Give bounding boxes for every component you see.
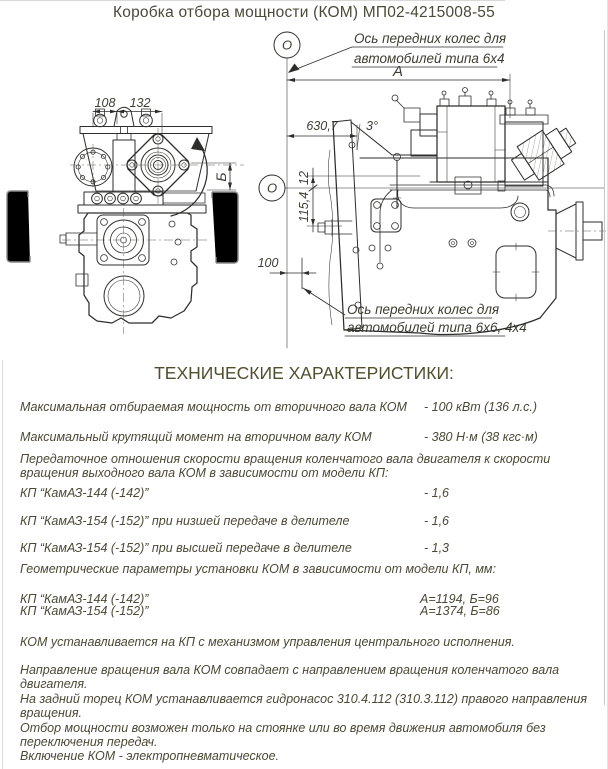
dim-115-label: 115,4 <box>297 191 311 223</box>
dim-3deg-label: 3° <box>366 119 378 133</box>
spec-value: - 1,6 <box>424 514 450 528</box>
spec-value: А=1374, Б=86 <box>420 604 500 618</box>
dim-100-label: 100 <box>257 256 279 270</box>
front-view <box>7 96 244 334</box>
axis-label-top: О <box>281 37 293 53</box>
scan-edge-top <box>0 0 505 1</box>
spec-label: КП “КамАЗ-154 (-152)” <box>20 604 149 618</box>
spec-label: Максимальный крутящий момент на вторичном валу КОМ <box>20 430 372 444</box>
spec-value: - 1,3 <box>424 541 450 555</box>
side-dim-a <box>287 63 510 118</box>
page-title: Коробка отбора мощности (КОМ) МП02-4215008-55 <box>113 4 495 21</box>
dim-630-label: 630,7 <box>306 119 338 133</box>
spec-label: Геометрические параметры установки КОМ в зависимости от модели КП, мм: <box>20 562 496 576</box>
spec-label: Передаточное отношения скорости вращения коленчатого вала двигателя к скорости вращения выходного вала КОМ в зависимости от модели КП: <box>20 452 551 480</box>
spec-note: На задний торец КОМ устанавливается гидронасос 310.4.112 (310.3.112) правого направления вращения. <box>20 692 588 720</box>
spec-label: Максимальная отбираемая мощность от вторичного вала КОМ <box>20 400 407 414</box>
spec-label: КП “КамАЗ-154 (-152)” при высшей передаче в делителе <box>20 541 352 555</box>
side-view <box>258 31 606 348</box>
dim-108-label: 108 <box>94 96 116 110</box>
spec-label: КП “КамАЗ-144 (-142)” <box>20 486 149 500</box>
leader-bottom-line2: автомобилей типа 6х6, 4х4 <box>347 320 527 335</box>
axis-label-left: О <box>266 180 278 196</box>
leader-note-bottom <box>303 288 527 336</box>
air-piping <box>377 177 554 269</box>
dim-a-label: А <box>392 63 404 80</box>
spec-label: КП “КамАЗ-154 (-152)” при низшей передаче в делителе <box>20 514 350 528</box>
scan-edge-right <box>604 30 605 705</box>
frame-rail-left-icon <box>7 191 30 262</box>
spec-value: - 1,6 <box>424 486 450 500</box>
front-dim-b <box>191 163 236 190</box>
dim-b-label: Б <box>213 172 229 182</box>
spec-note: Отбор мощности возможен только на стоянке или во время движения автомобиля без переключения передач. <box>20 721 546 749</box>
spec-value: - 100 кВт (136 л.с.) <box>424 400 537 414</box>
side-dim-12-115 <box>297 168 420 232</box>
front-bolt-strip <box>78 192 206 213</box>
leader-bottom-line1: Ось передних колес для <box>347 302 500 317</box>
frame-rail-right-icon <box>212 192 238 263</box>
spec-note: Включение КОМ - электропневматическое. <box>20 749 280 763</box>
scan-edge-left <box>2 360 3 769</box>
front-center-pillar <box>113 127 135 193</box>
spec-value: А=1194, Б=96 <box>420 592 499 606</box>
spec-note: Направление вращения вала КОМ совпадает с направлением вращения коленчатого вала двигателя. <box>20 663 560 691</box>
spec-note: КОМ устанавливается на КП с механизмом управления центрального исполнения. <box>20 635 515 649</box>
specs-heading: ТЕХНИЧЕСКИЕ ХАРАКТЕРИСТИКИ: <box>154 363 454 383</box>
dim-132-label: 132 <box>129 96 151 110</box>
leader-top-line2: автомобилей типа 6х4 <box>354 51 505 66</box>
technical-drawing <box>0 0 608 360</box>
hydraulic-pump <box>507 119 582 187</box>
spec-label: КП “КамАЗ-144 (-142)” <box>20 592 149 606</box>
leader-top-line1: Ось передних колес для <box>354 31 507 46</box>
dim-12-label: 12 <box>297 171 311 185</box>
pto-unit-side <box>392 88 548 187</box>
spec-value: - 380 Н·м (38 кгс·м) <box>424 430 538 444</box>
